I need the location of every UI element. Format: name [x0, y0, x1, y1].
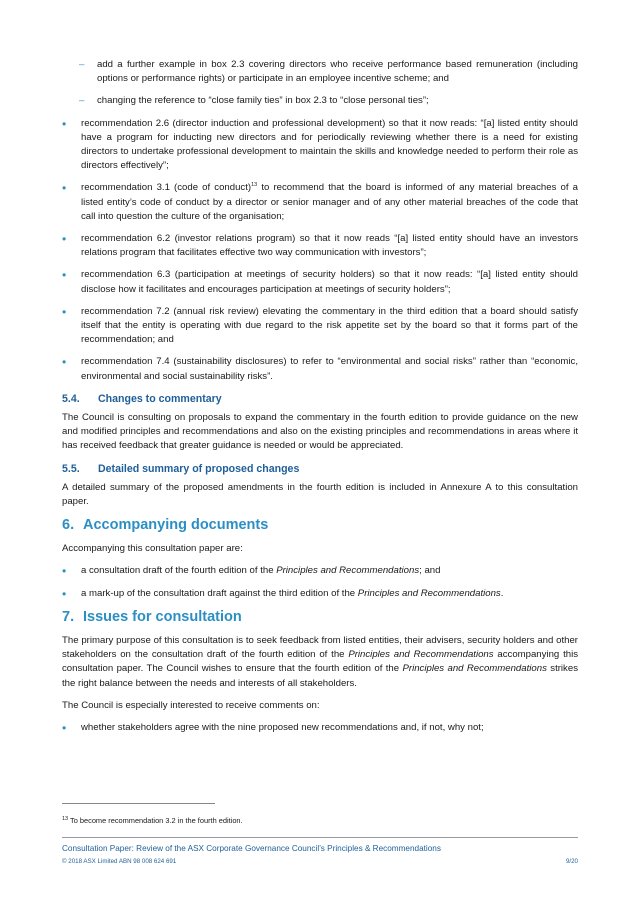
- section-7-paragraph: The primary purpose of this consultation is to seek feedback from listed entities, their advisers, security holders and other stakeholders on the consultation draft of the fourth edition of the Principles and Recommendations accompanying this consultation paper. The Council wishes to ensure that the fourth edition of the Principles and Recommendations strikes the right balance between the needs and interests of all stakeholders.: [62, 634, 578, 689]
- section-title: Detailed summary of proposed changes: [98, 462, 300, 475]
- section-title: Issues for consultation: [83, 608, 242, 625]
- section-title: Changes to commentary: [98, 392, 222, 405]
- bullet-item: [62, 564, 578, 578]
- section-5-4-heading: [62, 392, 578, 406]
- footnote: [62, 816, 243, 825]
- bullet-item: [62, 355, 578, 383]
- bullet-text: whether stakeholders agree with the nine proposed new recommendations and, if not, why not;: [81, 721, 484, 733]
- section-number: 5.5.: [62, 462, 80, 475]
- bullet-text: recommendation 6.2 (investor relations program) so that it now reads “[a] listed entity should have an investors relations program that facilitates effective two way communication with investors”;: [81, 233, 578, 259]
- bullet-item: [62, 117, 578, 174]
- bullet-icon: •: [62, 355, 67, 370]
- section-title: Accompanying documents: [83, 517, 269, 534]
- section-5-5-body: A detailed summary of the proposed amendments in the fourth edition is included in Annexure A to this consultation paper.: [62, 481, 578, 508]
- page-number: 9/20: [565, 858, 578, 865]
- bullet-text: recommendation 7.2 (annual risk review) elevating the commentary in the third edition that a board should satisfy itself that the entity is operating with due regard to the risk appetite set by the board so that it forms part of the recommendation; and: [81, 305, 578, 346]
- section-7-heading: [62, 609, 578, 626]
- bullet-item: [62, 721, 578, 735]
- bullet-icon: •: [62, 232, 67, 247]
- section-6-heading: [62, 517, 578, 534]
- dash-marker: –: [79, 95, 85, 107]
- footer-rule: [62, 837, 578, 838]
- bullet-item: [62, 268, 578, 296]
- footnote-number: 13: [62, 816, 69, 822]
- bullet-icon: •: [62, 586, 67, 601]
- section-number: 5.4.: [62, 392, 80, 405]
- section-7-paragraph-2: The Council is especially interested to receive comments on:: [62, 699, 320, 711]
- section-number: 7.: [62, 608, 75, 625]
- dash-text: changing the reference to “close family ties” in box 2.3 to “close personal ties”;: [97, 95, 429, 107]
- footnote-text: To become recommendation 3.2 in the fourth edition.: [68, 816, 243, 825]
- bullet-text: recommendation 6.3 (participation at meetings of security holders) so that it now reads: “[a] listed entity should disclose how it facilitates and encourages participation at meetings of security holders”;: [81, 269, 578, 295]
- bullet-text: recommendation 7.4 (sustainability disclosures) to refer to “environmental and social risks” rather than “economic, environmental and social sustainability risks”.: [81, 356, 578, 382]
- bullet-icon: •: [62, 720, 67, 735]
- dash-item: [79, 58, 578, 86]
- bullet-icon: •: [62, 564, 67, 579]
- footer-copyright: © 2018 ASX Limited ABN 98 008 624 691: [62, 858, 177, 865]
- page-body: [62, 58, 578, 743]
- bullet-text: a mark-up of the consultation draft against the third edition of the Principles and Recommendations.: [81, 587, 504, 599]
- dash-text: add a further example in box 2.3 covering directors who receive performance based remuneration (including options or performance rights) or participate in an employee incentive scheme; and: [97, 59, 578, 85]
- bullet-item: [62, 232, 578, 260]
- bullet-icon: •: [62, 268, 67, 283]
- section-number: 6.: [62, 517, 75, 534]
- section-6-intro: Accompanying this consultation paper are:: [62, 543, 243, 555]
- bullet-icon: •: [62, 116, 67, 131]
- bullet-icon: •: [62, 304, 67, 319]
- bullet-item: [62, 181, 578, 224]
- footnote-ref[interactable]: 13: [251, 182, 258, 189]
- bullet-icon: •: [62, 181, 67, 196]
- dash-marker: –: [79, 59, 85, 70]
- bullet-text: recommendation 2.6 (director induction and professional development) so that it now reads: “[a] listed entity should have a program for inducting new directors and for periodically reviewing whether there is a need for existing directors to undertake professional development to maintain the skills and knowledge needed to perform their role as directors effectively”;: [81, 117, 578, 172]
- bullet-text: a consultation draft of the fourth edition of the Principles and Recommendations; and: [81, 565, 441, 577]
- bullet-text: recommendation 3.1 (code of conduct)$^{13}$ to recommend that the board is informed of any material breaches of a listed entity’s code of conduct by a director or senior manager and of any other material breaches of the code that call into question the culture of the organisation;: [81, 182, 578, 222]
- section-5-5-heading: [62, 462, 578, 476]
- bullet-item: [62, 305, 578, 348]
- footer-title: Consultation Paper: Review of the ASX Corporate Governance Council’s Principles & Recommendations: [62, 844, 441, 853]
- bullet-item: [62, 587, 578, 601]
- dash-item: [79, 94, 578, 108]
- section-5-4-body: The Council is consulting on proposals to expand the commentary in the fourth edition to provide guidance on the new and modified principles and recommendations and also on the existing principles and recommendations in areas where it has received feedback that greater guidance is needed or would be appreciated.: [62, 412, 578, 452]
- footnote-separator: [62, 803, 215, 804]
